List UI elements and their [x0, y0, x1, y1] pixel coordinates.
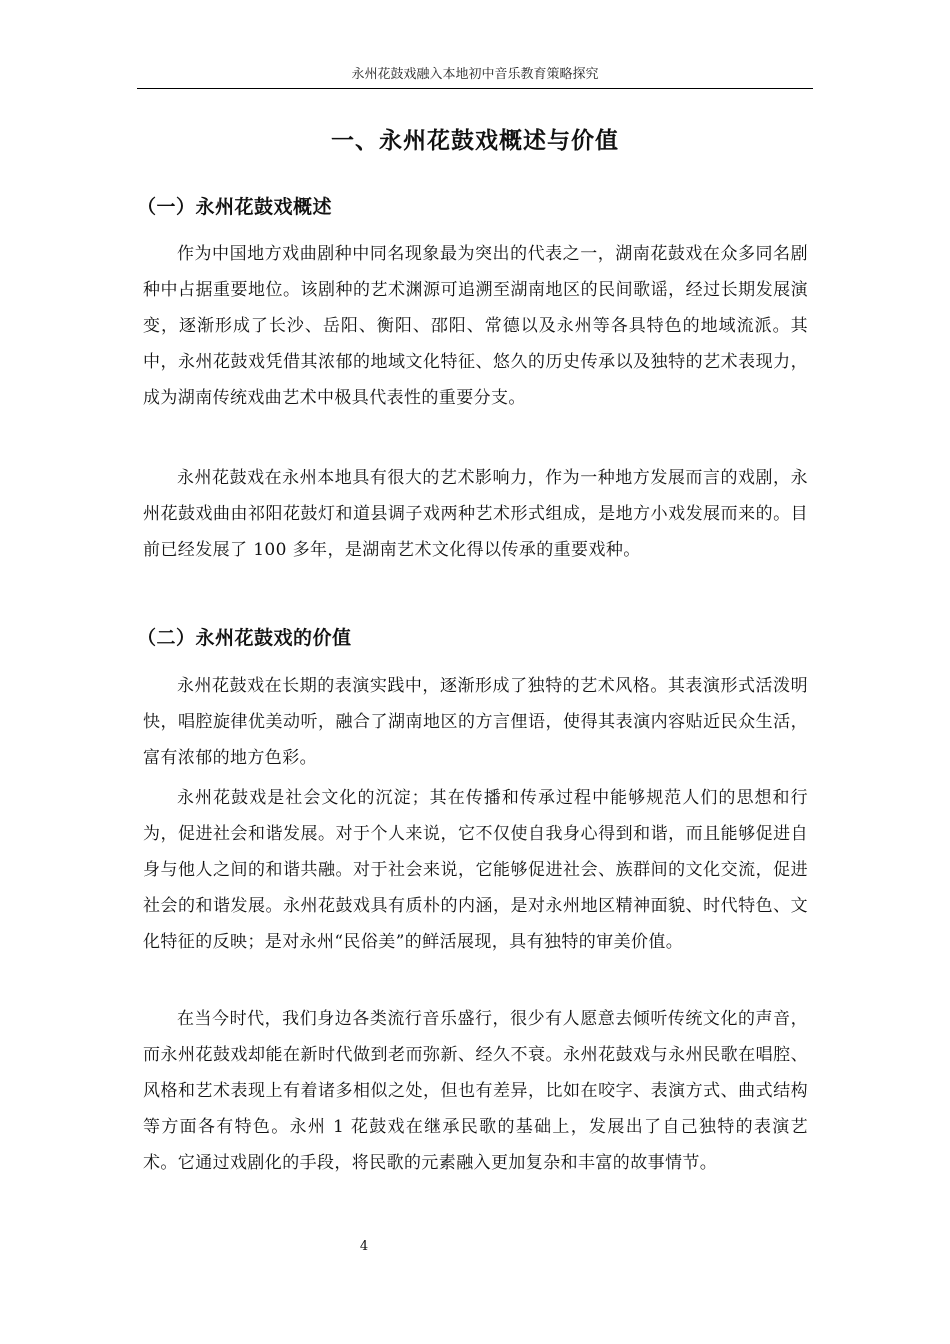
running-header: 永州花鼓戏融入本地初中音乐教育策略探究: [351, 67, 599, 82]
header-divider: [137, 88, 813, 89]
paragraph: 永州花鼓戏在永州本地具有很大的艺术影响力，作为一种地方发展而言的戏剧，永州花鼓戏曲由祁阳花鼓灯和道县调子戏两种艺术形式组成，是地方小戏发展而来的。目前已经发展了 100 多年，是湖南艺术文化得以传承的重要戏种。: [143, 468, 808, 560]
paragraph: 在当今时代，我们身边各类流行音乐盛行，很少有人愿意去倾听传统文化的声音，而永州花鼓戏却能在新时代做到老而弥新、经久不衰。永州花鼓戏与永州民歌在唱腔、风格和艺术表现上有着诸多相似之处，但也有差异，比如在咬字、表演方式、曲式结构等方面各有特色。永州 1 花鼓戏在继承民歌的基础上，发展出了自己独特的表演艺术。它通过戏剧化的手段，将民歌的元素融入更加复杂和丰富的故事情节。: [143, 1009, 808, 1173]
section-heading-value: （二）永州花鼓戏的价值: [137, 627, 352, 649]
paragraph: 永州花鼓戏在长期的表演实践中，逐渐形成了独特的艺术风格。其表演形式活泼明快，唱腔旋律优美动听，融合了湖南地区的方言俚语，使得其表演内容贴近民众生活，富有浓郁的地方色彩。: [143, 676, 808, 768]
page-number: 4: [359, 1239, 369, 1254]
chapter-title: 一、永州花鼓戏概述与价值: [331, 128, 619, 154]
section-heading-overview: （一）永州花鼓戏概述: [137, 196, 333, 218]
paragraph: 永州花鼓戏是社会文化的沉淀；其在传播和传承过程中能够规范人们的思想和行为，促进社会和谐发展。对于个人来说，它不仅使自我身心得到和谐，而且能够促进自身与他人之间的和谐共融。对于社会来说，它能够促进社会、族群间的文化交流，促进社会的和谐发展。永州花鼓戏具有质朴的内涵，是对永州地区精神面貌、时代特色、文化特征的反映；是对永州“民俗美”的鲜活展现，具有独特的审美价值。: [143, 788, 808, 952]
paragraph: 作为中国地方戏曲剧种中同名现象最为突出的代表之一，湖南花鼓戏在众多同名剧种中占据重要地位。该剧种的艺术渊源可追溯至湖南地区的民间歌谣，经过长期发展演变，逐渐形成了长沙、岳阳、衡阳、邵阳、常德以及永州等各具特色的地域流派。其中，永州花鼓戏凭借其浓郁的地域文化特征、悠久的历史传承以及独特的艺术表现力，成为湖南传统戏曲艺术中极具代表性的重要分支。: [143, 244, 808, 408]
